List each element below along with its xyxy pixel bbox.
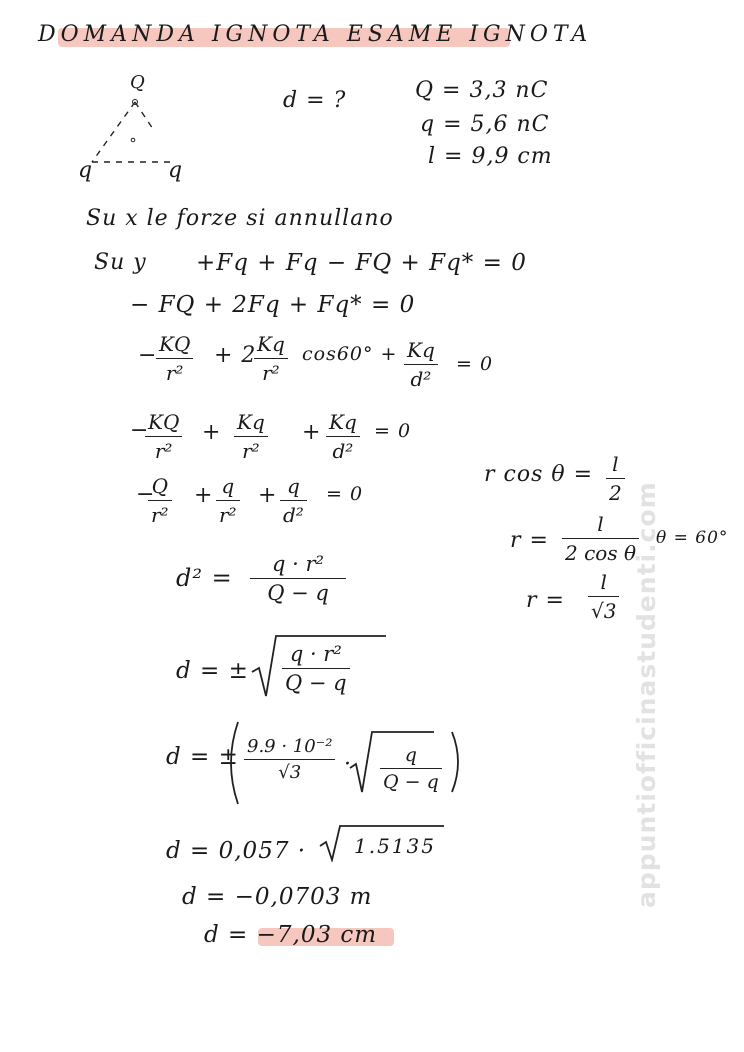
eq4-frac1-den: r² [154, 439, 173, 463]
side-eq-b-num: l [597, 512, 604, 536]
eq5-frac1-num: Q [151, 474, 168, 498]
given-l: l = 9,9 cm [428, 144, 553, 169]
fraction-bar [562, 538, 639, 539]
side-eq-b-prefix: r = [510, 528, 549, 553]
fraction-bar [282, 668, 350, 669]
eq9-prefix: d = 0,057 · [166, 838, 307, 864]
eq8-frac1-num: 9.9 · 10⁻² [247, 736, 333, 757]
fraction-bar [404, 364, 438, 365]
eq4-equals: = 0 [374, 420, 412, 442]
eq3-minus: − [138, 343, 158, 368]
fraction-bar [244, 759, 335, 760]
eq4-frac3-num: Kq [329, 410, 357, 434]
eq5-frac3-num: q [287, 474, 300, 498]
eq4-frac3 [326, 410, 360, 463]
eq3-frac3-num: Kq [407, 338, 435, 362]
eq8-frac2-den: Q − q [383, 771, 439, 793]
eq6-num: q · r² [272, 552, 324, 576]
label-charge-q-left: q [78, 158, 94, 183]
given-Q: Q = 3,3 nC [415, 78, 549, 103]
eq3-frac1 [156, 332, 193, 385]
eq7-frac [282, 642, 350, 695]
side-eq-c-frac [588, 570, 619, 623]
eq6-prefix: d² = [176, 564, 233, 592]
eq9-radicand: 1.5135 [354, 834, 436, 858]
line-su-y-equation: +Fq + Fq − FQ + Fq* = 0 [196, 250, 527, 276]
side-eq-a-frac [606, 452, 625, 505]
eq3-op1: + 2 [214, 343, 257, 368]
fraction-bar [216, 500, 240, 501]
fraction-bar [234, 436, 268, 437]
eq6-den: Q − q [267, 581, 329, 605]
line-su-x: Su x le forze si annullano [86, 206, 394, 231]
fraction-bar [250, 578, 346, 579]
side-eq-b-frac [562, 512, 639, 565]
page-title: DOMANDA IGNOTA ESAME IGNOTA [38, 22, 593, 47]
eq11-result-cm: d = −7,03 cm [204, 922, 378, 948]
fraction-bar [588, 596, 619, 597]
eq4-frac2 [234, 410, 268, 463]
side-eq-c-prefix: r = [526, 588, 565, 613]
fraction-bar [606, 478, 625, 479]
eq7-den: Q − q [285, 671, 347, 695]
fraction-bar [148, 500, 172, 501]
watermark-text: appuntiofficinastudenti.com [632, 481, 661, 908]
eq5-op1: + [194, 483, 214, 508]
eq5-frac2-num: q [221, 474, 235, 498]
eq4-frac1-num: KQ [148, 410, 180, 434]
fraction-bar [156, 358, 193, 359]
side-eq-a-num: l [612, 452, 619, 476]
eq4-frac1 [145, 410, 182, 463]
unknown-d: d = ? [283, 88, 347, 113]
eq5-minus: − [136, 482, 156, 507]
eq5-op2: + [258, 483, 278, 508]
line-su-y-prefix: Su y [94, 250, 147, 275]
eq3-equals: = 0 [456, 353, 494, 375]
eq3-frac1-den: r² [165, 361, 184, 385]
eq5-frac1 [148, 474, 172, 527]
eq10-result-meters: d = −0,0703 m [182, 884, 373, 910]
eq5-frac3-den: d² [283, 503, 304, 527]
side-eq-b-den: 2 cos θ [565, 541, 636, 565]
eq4-op2: + [302, 420, 322, 445]
eq4-frac2-num: Kq [237, 410, 265, 434]
side-eq-a-prefix: r cos θ = [484, 462, 594, 487]
eq4-minus: − [130, 418, 150, 443]
fraction-bar [254, 358, 288, 359]
side-eq-c-den: √3 [591, 599, 617, 623]
eq5-frac2-den: r² [219, 503, 237, 527]
fraction-bar [326, 436, 360, 437]
eq4-frac3-den: d² [332, 439, 354, 463]
eq3-cos: cos60° + [302, 343, 398, 365]
eq7-prefix: d = ± [176, 658, 249, 684]
eq3-frac2-den: r² [262, 361, 280, 385]
eq5-frac1-den: r² [151, 503, 169, 527]
fraction-bar [280, 500, 307, 501]
side-eq-a-den: 2 [609, 481, 622, 505]
eq8-frac1 [244, 736, 335, 783]
fraction-bar [145, 436, 182, 437]
eq6-frac [250, 552, 346, 605]
side-theta-note: θ = 60° [656, 528, 729, 548]
given-q: q = 5,6 nC [420, 112, 550, 137]
eq3-frac3-den: d² [410, 367, 432, 391]
eq8-frac2 [380, 744, 442, 793]
left-paren [222, 720, 242, 806]
side-eq-c-num: l [600, 570, 607, 594]
label-charge-q-right: q [168, 158, 184, 183]
line-eq2: − FQ + 2Fq + Fq* = 0 [130, 292, 416, 318]
eq8-frac1-den: √3 [278, 762, 302, 783]
eq3-frac1-num: KQ [159, 332, 191, 356]
eq5-frac2 [216, 474, 240, 527]
eq8-frac2-num: q [404, 744, 417, 766]
eq5-frac3 [280, 474, 307, 527]
eq8-prefix: d = ± [166, 744, 239, 770]
label-charge-Q: Q [130, 72, 146, 93]
right-paren [448, 730, 468, 794]
fraction-bar [380, 768, 442, 769]
eq3-frac2-num: Kq [257, 332, 285, 356]
eq3-frac2 [254, 332, 288, 385]
eq4-frac2-den: r² [242, 439, 260, 463]
eq4-op1: + [202, 420, 222, 445]
eq7-num: q · r² [289, 642, 342, 666]
eq5-equals: = 0 [326, 483, 364, 505]
eq3-frac3 [404, 338, 438, 391]
eq8-dot: · [344, 752, 352, 777]
